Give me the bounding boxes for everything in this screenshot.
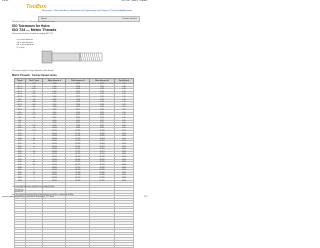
table-cell: 46.587 [90, 170, 115, 173]
table-cell: 42.077 [66, 164, 90, 167]
table-cell: 0.729 [90, 84, 115, 87]
table-cell: 26.211 [90, 151, 115, 154]
table-cell: 1.567 [90, 99, 115, 102]
table-cell: 0.35 [25, 97, 43, 100]
table-cell: 3.688 [90, 115, 115, 118]
table-cell: 1.075 [90, 91, 115, 94]
table-cell: 12.000 [43, 130, 66, 133]
table-cell: 1.908 [66, 102, 90, 105]
table-cell: M 4 [15, 112, 26, 115]
table-cell: 1.800 [43, 97, 66, 100]
table-cell: 5.5 [25, 172, 43, 175]
tolerance-note: The common tolerance used for the standard bolts: [12, 186, 55, 188]
table-header-cell: Pitch P (mm) [25, 79, 43, 84]
bolt-thread [80, 53, 100, 61]
table-cell: 20.376 [66, 144, 90, 147]
table-cell: 5.00 [114, 120, 133, 123]
table-cell: 22.051 [66, 146, 90, 149]
table-cell: 4.000 [43, 112, 66, 115]
table-cell: 9.026 [66, 128, 90, 131]
table-cell: 33.402 [66, 157, 90, 160]
table-cell: 57.505 [90, 177, 115, 180]
table-cell: 1.75 [25, 130, 43, 133]
table-cell: 3.000 [43, 107, 66, 110]
table-cell: 48.000 [43, 167, 66, 170]
table-cell: 16.376 [66, 138, 90, 141]
list-item: • P = pitch [16, 47, 34, 50]
table-cell: 39.077 [66, 162, 90, 165]
table-cell: 30.727 [66, 154, 90, 157]
table-cell: 19.50 [114, 144, 133, 147]
table-cell: 58.00 [114, 177, 133, 180]
table-cell: 0.25 [25, 86, 43, 89]
table-cell: 2.013 [90, 104, 115, 107]
table-body [15, 84, 134, 248]
table-cell: 2.208 [66, 104, 90, 107]
table-cell: 3.242 [90, 112, 115, 115]
table-cell: M 68 [15, 180, 26, 183]
table-cell: 0.45 [25, 104, 43, 107]
table-cell: 0.75 [114, 84, 133, 87]
custom-search-link[interactable]: Custom Search [121, 18, 137, 20]
table-cell: 6 [25, 180, 43, 183]
table-cell: 34.670 [90, 159, 115, 162]
table-cell: 45.000 [43, 164, 66, 167]
table-cell: 30.000 [43, 151, 66, 154]
table-cell: 15.50 [114, 138, 133, 141]
table-cell: 1 [25, 120, 43, 123]
table-cell: 5.917 [90, 123, 115, 126]
table-cell: M 2 [15, 99, 26, 102]
table-cell: M 64 [15, 177, 26, 180]
table-cell: 2.459 [90, 107, 115, 110]
table-cell: M 24 [15, 146, 26, 149]
table-cell: 1.740 [66, 99, 90, 102]
table-cell: 60.000 [43, 175, 66, 178]
definition-list [16, 39, 34, 49]
table-cell: 0.45 [25, 102, 43, 105]
table-cell: 0.75 [25, 115, 43, 118]
page-subtitle: ISO 724 — Metric Threads [12, 28, 57, 32]
table-cell: 40.129 [90, 164, 115, 167]
table-cell: 1.60 [114, 99, 133, 102]
table-cell: 2.5 [25, 138, 43, 141]
table-cell: M 52 [15, 170, 26, 173]
table-cell: 48.752 [66, 170, 90, 173]
table-cell: M 7 [15, 123, 26, 126]
table-cell [66, 245, 90, 248]
table-cell: 14.00 [114, 136, 133, 139]
table-cell: 54.046 [90, 175, 115, 178]
print-url: www.engineeringtoolbox.com/metric-threads-d_777.html [2, 195, 54, 198]
table-cell: 3.500 [43, 110, 66, 113]
table-cell: 0.7 [25, 112, 43, 115]
table-cell: 0.929 [90, 89, 115, 92]
table-cell: 1.713 [90, 102, 115, 105]
table-cell: M 6 [15, 120, 26, 123]
table-cell: 5 [25, 170, 43, 173]
table-cell: 2.850 [90, 110, 115, 113]
table-cell: 0.8 [25, 117, 43, 120]
table-cell: 64.103 [66, 180, 90, 183]
list-item: • inside 6H [14, 191, 23, 193]
table-cell: 5.000 [43, 117, 66, 120]
print-title: ISO Fits · Metric Threads [121, 0, 147, 2]
table-cell: 4.5 [25, 164, 43, 167]
table-cell: M 45 [15, 164, 26, 167]
table-cell: 18.000 [43, 138, 66, 141]
table-cell: M 10 [15, 128, 26, 131]
table-cell: 42.000 [43, 162, 66, 165]
table-cell: 6.350 [66, 123, 90, 126]
table-cell: 1.421 [90, 97, 115, 100]
table-cell: 3.70 [114, 115, 133, 118]
table-cell: 18.376 [66, 141, 90, 144]
table-cell: 0.95 [114, 89, 133, 92]
table-cell: 3 [25, 149, 43, 152]
table-cell: 10.863 [66, 130, 90, 133]
table-cell: 43.00 [114, 167, 133, 170]
site-tagline: Resources, Tools and Basic Information for Engineering and Design of Technical Applications! [42, 10, 133, 12]
table-cell: 10.000 [43, 128, 66, 131]
table-cell: 13.835 [90, 136, 115, 139]
table-cell: 4.134 [90, 117, 115, 120]
table-cell: 5.5 [25, 175, 43, 178]
table-cell: 5.350 [66, 120, 90, 123]
table-cell: M 22 [15, 144, 26, 147]
table-cell: 4 [25, 159, 43, 162]
table-cell: M 2.2 [15, 102, 26, 105]
table-cell: 1.573 [66, 97, 90, 100]
table-cell: 1.45 [114, 97, 133, 100]
table-cell: M 30 [15, 151, 26, 154]
table-cell [90, 245, 115, 248]
bottom-text: For the selected standard thread the tolerance and fit is commonly 6H/6g. [12, 194, 74, 196]
table-header-cell: Minor diameter d1 [90, 79, 115, 84]
table-cell: 50.046 [90, 172, 115, 175]
table-cell: 2.675 [66, 107, 90, 110]
table-cell: 24.00 [114, 149, 133, 152]
table-cell: 16.000 [43, 136, 66, 139]
table-cell: 17.294 [90, 141, 115, 144]
table-cell: 19.294 [90, 144, 115, 147]
page-title: ISO Tolerances for Holes [12, 24, 50, 28]
table-cell: 27.000 [43, 149, 66, 152]
table-cell: M 12 [15, 130, 26, 133]
table-cell: M 1.4 [15, 91, 26, 94]
table-cell: 20.752 [90, 146, 115, 149]
table-cell: 1.100 [43, 86, 66, 89]
table-cell: 7.000 [43, 123, 66, 126]
table-cell: 6.647 [90, 125, 115, 128]
table-cell: 0.25 [25, 84, 43, 87]
table-cell: 2.90 [114, 110, 133, 113]
table-cell: 1.10 [114, 91, 133, 94]
table-cell: 4.500 [43, 115, 66, 118]
table-cell: M 3.5 [15, 110, 26, 113]
table-cell: 12.701 [66, 133, 90, 136]
table-cell: 33.000 [43, 154, 66, 157]
table-cell: M 1.8 [15, 97, 26, 100]
table-cell: 39.000 [43, 159, 66, 162]
table-cell: 4 [25, 157, 43, 160]
table-cell: 12.00 [114, 133, 133, 136]
table-cell: 4.5 [25, 162, 43, 165]
table-cell: 40.50 [114, 164, 133, 167]
table-cell: M 39 [15, 159, 26, 162]
table-cell: 8.50 [114, 128, 133, 131]
table-cell: M 2.5 [15, 104, 26, 107]
nav-home-link[interactable]: Home [41, 18, 47, 20]
table-cell: 47.00 [114, 170, 133, 173]
table-cell: 0.938 [66, 86, 90, 89]
table-cell: 1 [25, 123, 43, 126]
table-cell: 22.000 [43, 144, 66, 147]
table-cell: M 56 [15, 172, 26, 175]
table-cell: M 14 [15, 133, 26, 136]
table-cell: 52.000 [43, 170, 66, 173]
table-cell: 8.000 [43, 125, 66, 128]
table-cell: 61.505 [90, 180, 115, 183]
list-item: • outside 6g [14, 189, 23, 191]
table-cell: 44.752 [66, 167, 90, 170]
table-cell: 10.106 [90, 130, 115, 133]
table-cell: 2.000 [43, 99, 66, 102]
table-cell: 26.50 [114, 151, 133, 154]
table-cell: 31.670 [90, 157, 115, 160]
table-cell: 8.376 [90, 128, 115, 131]
print-page-number: 1/2 [144, 195, 147, 198]
table-cell: 1.038 [66, 89, 90, 92]
table-cell: 0.3 [25, 91, 43, 94]
thread-table [14, 78, 134, 248]
table-cell [114, 245, 133, 248]
table-cell: 1.25 [25, 125, 43, 128]
table-cell: 56.428 [66, 175, 90, 178]
site-logo[interactable]: TooBox [26, 4, 47, 10]
table-cell: 37.50 [114, 162, 133, 165]
table-cell: 23.752 [90, 149, 115, 152]
table-cell: 3 [25, 146, 43, 149]
table-cell: 0.85 [114, 86, 133, 89]
table-cell: M 3 [15, 107, 26, 110]
table-cell: 29.50 [114, 154, 133, 157]
table-cell: 10.20 [114, 130, 133, 133]
table-cell: 20.000 [43, 141, 66, 144]
table-cell: 36.000 [43, 157, 66, 160]
list-item: • d = major diameter [16, 39, 34, 42]
table-cell: 25.051 [66, 149, 90, 152]
table-cell: 54.50 [114, 175, 133, 178]
table-cell: M 16 [15, 136, 26, 139]
table-cell: 11.835 [90, 133, 115, 136]
table-cell: 1.400 [43, 91, 66, 94]
table-cell: M 18 [15, 138, 26, 141]
table-cell: 2 [25, 133, 43, 136]
table-cell: 21.00 [114, 146, 133, 149]
table-cell: 2.5 [25, 144, 43, 147]
table-cell: M 5 [15, 117, 26, 120]
table-cell: 0.838 [66, 84, 90, 87]
table-cell: 62.00 [114, 180, 133, 183]
table-header-cell: Thread [15, 79, 26, 84]
table-cell: M 48 [15, 167, 26, 170]
table-cell: 37.129 [90, 162, 115, 165]
table-cell: M 1.2 [15, 89, 26, 92]
table-cell: 15.294 [90, 138, 115, 141]
table-cell: 56.000 [43, 172, 66, 175]
table-cell: 1.221 [90, 94, 115, 97]
table-cell: 27.727 [66, 151, 90, 154]
diagram-caption: The basic length d = major diameter of the thread [12, 70, 54, 72]
bolt-shank [52, 53, 80, 61]
table-cell: 3.110 [66, 110, 90, 113]
table-cell: 29.211 [90, 154, 115, 157]
table-cell: 4.480 [66, 117, 90, 120]
table-cell: 1.5 [25, 128, 43, 131]
table-cell: 35.00 [114, 159, 133, 162]
table-cell: 5 [25, 167, 43, 170]
table-cell: M 1.6 [15, 94, 26, 97]
table-cell: 1.373 [66, 94, 90, 97]
table-cell: 42.587 [90, 167, 115, 170]
table-cell: 17.50 [114, 141, 133, 144]
table-cell: 3.5 [25, 151, 43, 154]
table-cell: 3.30 [114, 112, 133, 115]
table-cell: 24.000 [43, 146, 66, 149]
table-cell: 1.600 [43, 94, 66, 97]
table-cell: 0.5 [25, 107, 43, 110]
table-cell: 2 [25, 136, 43, 139]
table-cell: 14.701 [66, 136, 90, 139]
table-cell [15, 245, 26, 248]
table-cell: 2.200 [43, 102, 66, 105]
table-cell: 0.25 [25, 89, 43, 92]
list-item: • d1 = minor diameter [16, 44, 34, 47]
table-cell: M 36 [15, 157, 26, 160]
table-cell: 1.000 [43, 84, 66, 87]
table-cell: 0.829 [90, 86, 115, 89]
table-cell: M 60 [15, 175, 26, 178]
table-cell: 6.000 [43, 120, 66, 123]
table-cell [25, 245, 43, 248]
table-cell: 68.000 [43, 180, 66, 183]
table-cell: M 42 [15, 162, 26, 165]
table-cell: 52.428 [66, 172, 90, 175]
table-cell: 2.50 [114, 107, 133, 110]
table-cell: 4.917 [90, 120, 115, 123]
table-cell: M 27 [15, 149, 26, 152]
table-cell: M 1 [15, 84, 26, 87]
table-cell: 3.545 [66, 112, 90, 115]
table-cell: 0.4 [25, 99, 43, 102]
table-cell: 4.20 [114, 117, 133, 120]
bolt-diagram [40, 48, 108, 66]
table-cell: 1.75 [114, 102, 133, 105]
table-cell: 6.80 [114, 125, 133, 128]
table-row [15, 245, 134, 248]
breadcrumb[interactable]: Related Topics » Dimensions of bolts & nuts [12, 21, 55, 23]
table-cell [43, 245, 66, 248]
table-cell: 2.05 [114, 104, 133, 107]
table-cell: M 33 [15, 154, 26, 157]
table-cell: 50.50 [114, 172, 133, 175]
table-cell: 60.103 [66, 177, 90, 180]
table-header-cell: Major diameter d [43, 79, 66, 84]
table-header-cell: Pitch diameter d2 [66, 79, 90, 84]
table-cell: 3.5 [25, 154, 43, 157]
table-cell: M 20 [15, 141, 26, 144]
table-cell: 32.00 [114, 157, 133, 160]
table-cell: 7.188 [66, 125, 90, 128]
table-cell: M 8 [15, 125, 26, 128]
table-cell: 1.25 [114, 94, 133, 97]
print-date: 1/6/12 [2, 0, 9, 2]
table-cell: 6.00 [114, 123, 133, 126]
table-cell: 14.000 [43, 133, 66, 136]
table-cell: 1.200 [43, 89, 66, 92]
table-cell: 2.500 [43, 104, 66, 107]
table-cell: 0.6 [25, 110, 43, 113]
table-cell: 1.205 [66, 91, 90, 94]
table-cell: 64.000 [43, 177, 66, 180]
list-item: • d2 = pitch diameter [16, 42, 34, 45]
table-cell: 6 [25, 177, 43, 180]
table-cell: 4.013 [66, 115, 90, 118]
table-header-cell: Tap drill (mm) [114, 79, 133, 84]
intro-text: Dimensions of metric threads according ISO 724 [12, 33, 53, 35]
table-cell: 2.5 [25, 141, 43, 144]
table-cell: 36.402 [66, 159, 90, 162]
table-cell: 0.35 [25, 94, 43, 97]
section-title: Metric Threads - Coarse thread series [12, 74, 57, 77]
table-cell: M 4.5 [15, 115, 26, 118]
bolt-head [42, 51, 52, 63]
tolerance-list [14, 189, 23, 194]
table-cell: M 1.1 [15, 86, 26, 89]
